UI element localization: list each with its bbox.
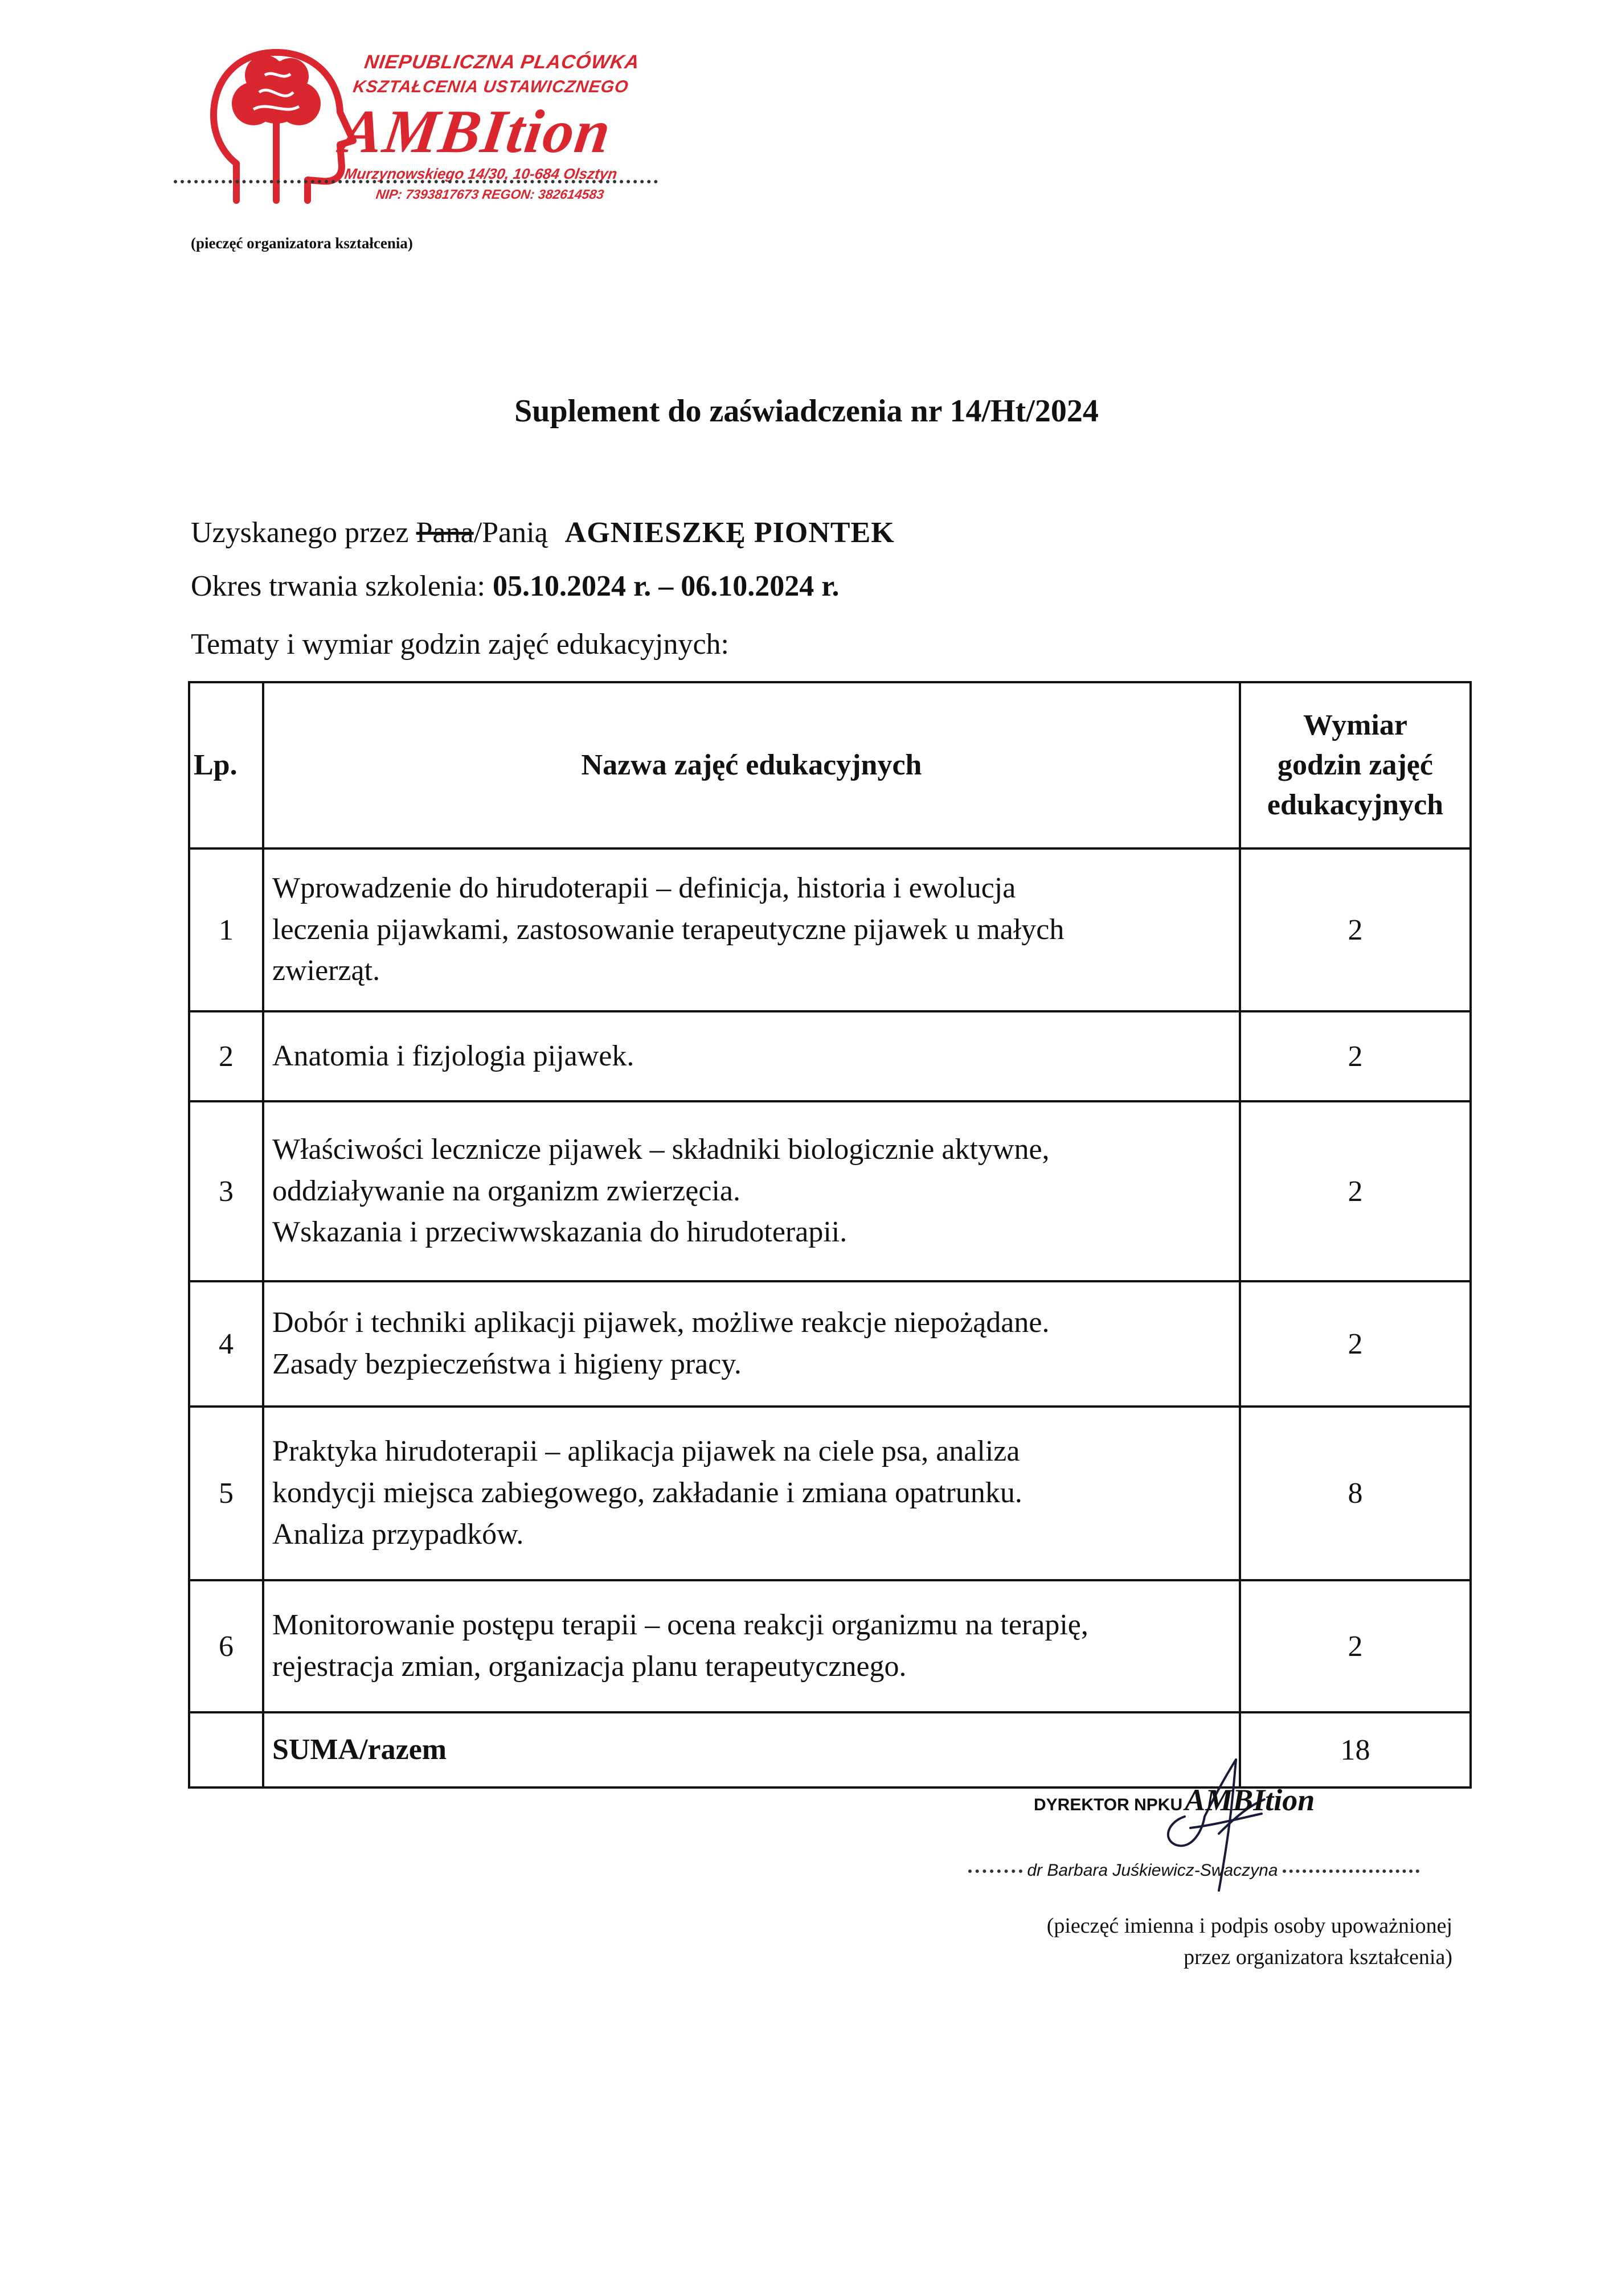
period-label: Okres trwania szkolenia: — [191, 570, 493, 602]
director-stamp — [1034, 1782, 1315, 1818]
header-hours-line-3: edukacyjnych — [1267, 789, 1444, 822]
signature-caption-line-1: (pieczęć imienna i podpis osoby upoważnionej — [1046, 1914, 1452, 1938]
row-lp: 4 — [189, 1281, 263, 1407]
row-text-line: Zasady bezpieczeństwa i higieny pracy. — [272, 1348, 742, 1380]
courses-table — [188, 681, 1472, 1789]
row-course-name — [263, 848, 1240, 1011]
stamp-ids: NIP: 7393817673 REGON: 382614583 — [375, 187, 605, 202]
table-row — [189, 1281, 1471, 1407]
sum-lp-empty — [189, 1712, 263, 1787]
row-course-name — [263, 1011, 1240, 1101]
table-row — [189, 1011, 1471, 1101]
row-text-line: Monitorowanie postępu terapii – ocena reakcji organizmu na terapię, — [272, 1609, 1088, 1642]
header-hours-line-2: godzin zajęć — [1278, 748, 1433, 781]
row-hours: 2 — [1240, 848, 1471, 1011]
row-text-line: Praktyka hirudoterapii – aplikacja pijawek na ciele psa, analiza — [272, 1435, 1020, 1468]
sum-hours: 18 — [1240, 1712, 1471, 1787]
row-text-line: oddziaływanie na organizm zwierzęcia. — [272, 1174, 740, 1207]
obtained-label: Uzyskanego przez — [191, 516, 416, 549]
row-lp: 3 — [189, 1101, 263, 1281]
stamp-brand: AMBItion — [337, 98, 616, 166]
stamp-address: Murzynowskiego 14/30, 10-684 Olsztyn — [343, 165, 619, 182]
dotted-line-left — [968, 1869, 1022, 1873]
row-lp: 5 — [189, 1407, 263, 1580]
stamp-dotted-line — [174, 180, 658, 183]
row-lp: 2 — [189, 1011, 263, 1101]
table-row — [189, 1580, 1471, 1712]
organizer-stamp — [191, 35, 681, 218]
obtained-rest: /Panią — [473, 516, 548, 549]
header-hours — [1240, 682, 1471, 848]
signer-name: dr Barbara Juśkiewicz-Swaczyna — [1027, 1861, 1278, 1880]
table-row — [189, 848, 1471, 1011]
row-hours: 2 — [1240, 1580, 1471, 1712]
director-label: DYREKTOR NPKU — [1034, 1795, 1183, 1814]
row-course-name — [263, 1101, 1240, 1281]
table-row — [189, 1407, 1471, 1580]
training-period-line — [191, 569, 840, 603]
row-lp: 1 — [189, 848, 263, 1011]
row-text-line: Anatomia i fizjologia pijawek. — [272, 1039, 634, 1072]
period-value: 05.10.2024 r. – 06.10.2024 r. — [492, 570, 840, 602]
row-hours: 2 — [1240, 1101, 1471, 1281]
row-course-name — [263, 1407, 1240, 1580]
person-name: AGNIESZKĘ PIONTEK — [564, 516, 895, 549]
sum-label: SUMA/razem — [263, 1712, 1240, 1787]
head-profile-logo-icon — [191, 41, 362, 212]
header-hours-line-1: Wymiar — [1303, 708, 1407, 741]
table-row — [189, 1101, 1471, 1281]
header-lp: Lp. — [189, 682, 263, 848]
signature-caption — [968, 1910, 1452, 1973]
row-text-line: Właściwości lecznicze pijawek – składniki biologicznie aktywne, — [272, 1133, 1050, 1166]
row-text-line: Dobór i techniki aplikacji pijawek, możliwe reakcje niepożądane. — [272, 1306, 1050, 1339]
stamp-caption: (pieczęć organizatora kształcenia) — [191, 235, 413, 252]
row-text-line: kondycji miejsca zabiegowego, zakładanie i zmiana opatrunku. — [272, 1477, 1022, 1510]
signer-line — [968, 1861, 1419, 1880]
row-course-name — [263, 1580, 1240, 1712]
row-course-name — [263, 1281, 1240, 1407]
row-text-line: leczenia pijawkami, zastosowanie terapeutyczne pijawek u małych — [272, 913, 1065, 946]
dotted-line-right — [1283, 1869, 1419, 1873]
row-text-line: Analiza przypadków. — [272, 1518, 524, 1551]
row-text-line: zwierząt. — [272, 954, 380, 987]
topics-label: Tematy i wymiar godzin zajęć edukacyjnych: — [191, 628, 729, 661]
header-course-name: Nazwa zajęć edukacyjnych — [263, 682, 1240, 848]
table-header-row — [189, 682, 1471, 848]
document-title: Suplement do zaświadczenia nr 14/Ht/2024 — [514, 393, 1099, 429]
row-text-line: rejestracja zmian, organizacja planu terapeutycznego. — [272, 1650, 907, 1683]
row-text-line: Wskazania i przeciwwskazania do hirudoterapii. — [272, 1216, 848, 1249]
row-lp: 6 — [189, 1580, 263, 1712]
obtained-struck-word: Pana — [416, 516, 474, 549]
stamp-line-institution: NIEPUBLICZNA PLACÓWKA — [363, 51, 641, 73]
row-hours: 2 — [1240, 1281, 1471, 1407]
stamp-line-type: KSZTAŁCENIA USTAWICZNEGO — [351, 77, 630, 96]
signature-caption-line-2: przez organizatora kształcenia) — [1184, 1945, 1452, 1970]
row-hours: 8 — [1240, 1407, 1471, 1580]
row-hours: 2 — [1240, 1011, 1471, 1101]
obtained-by-line — [191, 516, 895, 550]
row-text-line: Wprowadzenie do hirudoterapii – definicja, historia i ewolucja — [272, 871, 1016, 904]
director-brand: AMBItion — [1185, 1783, 1315, 1817]
